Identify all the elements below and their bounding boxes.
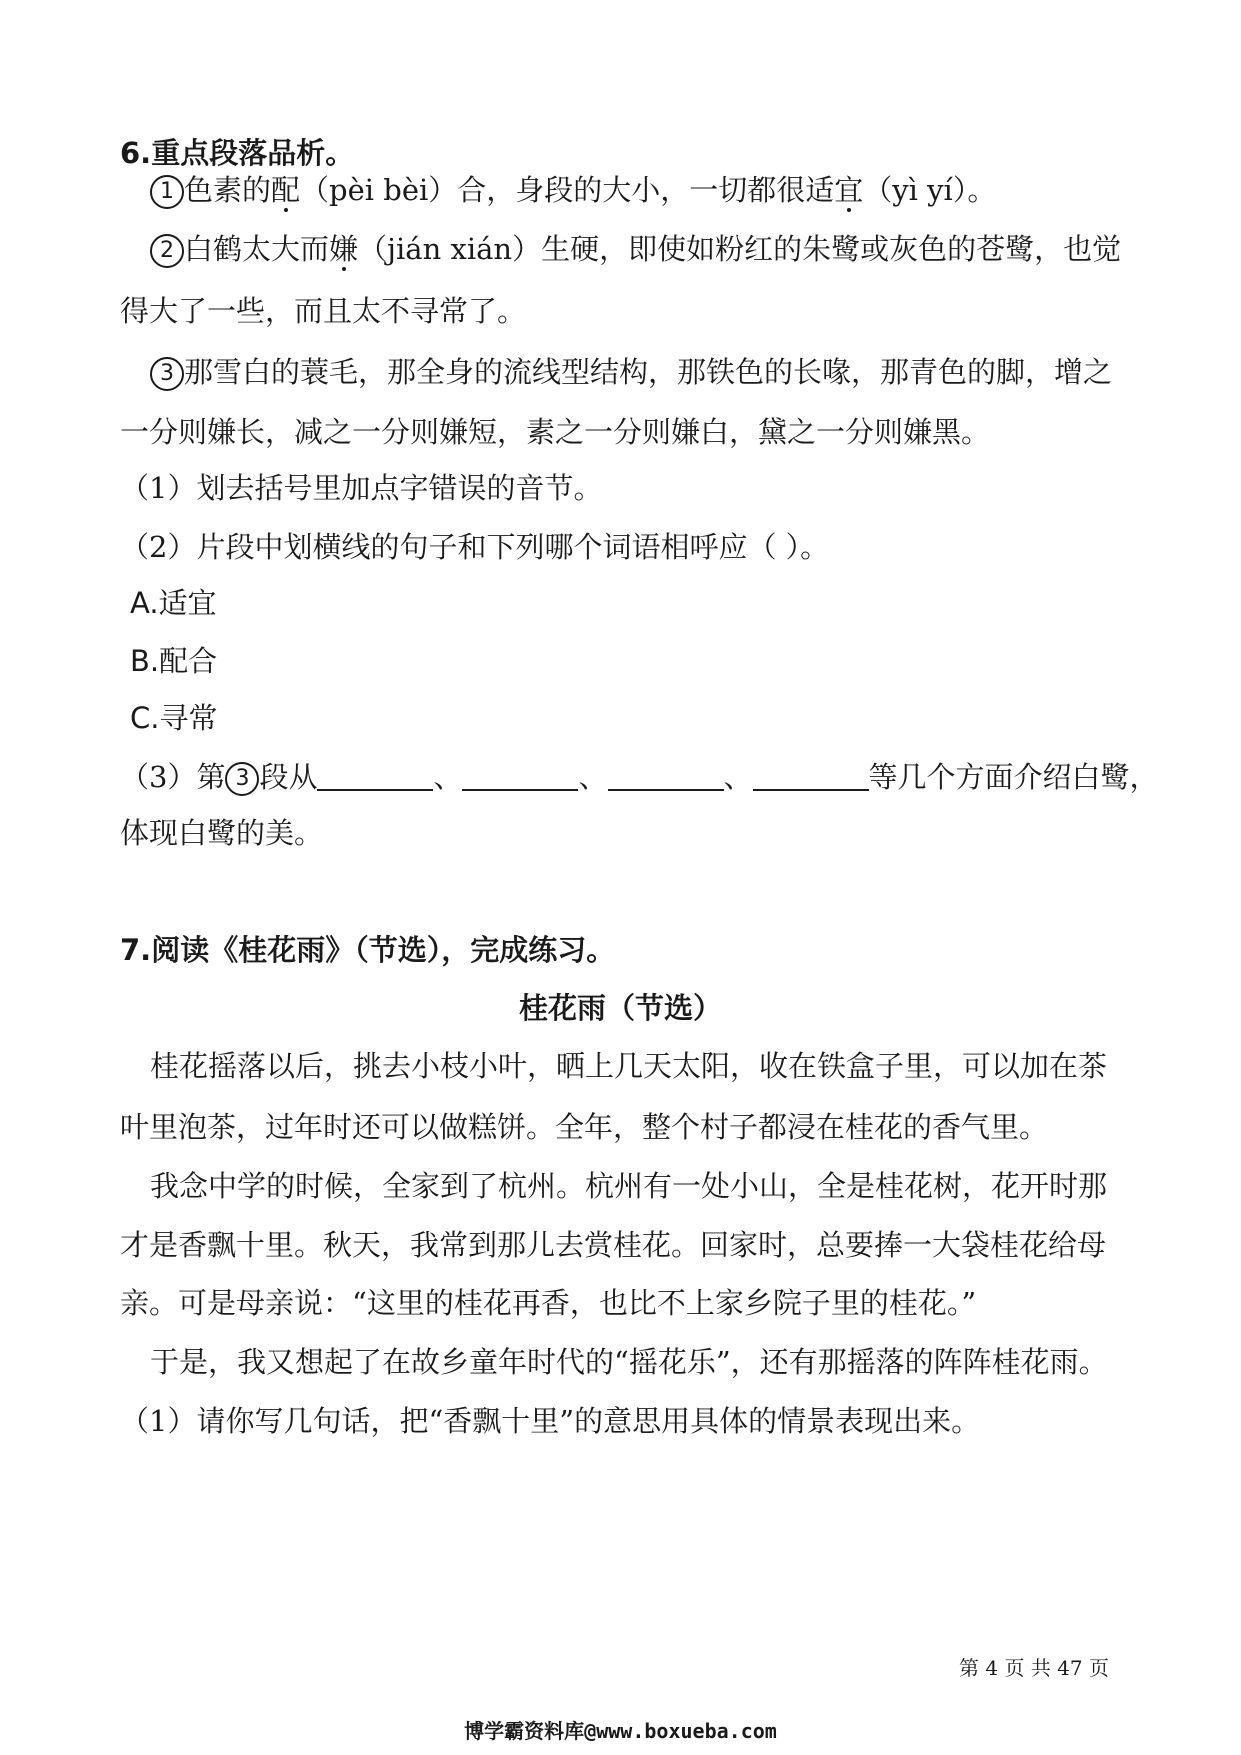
q6-heading: 6.重点段落品析。 [120,136,355,170]
q6-paragraph-1: 1 色素的配（pèi bèi）合，身段的大小，一切都很适宜（yì yí）。 [150,170,996,210]
answer-blank-4[interactable] [753,759,869,791]
passage-line: 我念中学的时候，全家到了杭州。杭州有一处小山，全是桂花树，花开时那 [150,1169,1108,1203]
passage-line: 叶里泡茶，过年时还可以做糕饼。全年，整个村子都浸在桂花的香气里。 [120,1110,1049,1144]
circled-number-1: 1 [150,175,184,209]
circled-number-3: 3 [150,357,184,391]
q7-sub-question-1: （1）请你写几句话，把“香飘十里”的意思用具体的情景表现出来。 [120,1404,981,1438]
page-number: 第 4 页 共 47 页 [959,1656,1109,1680]
q6-paragraph-2-line2: 得大了一些，而且太不寻常了。 [120,294,527,328]
q6-sub-question-1: （1）划去括号里加点字错误的音节。 [120,471,603,505]
q6-sub-question-3-line2: 体现白鹭的美。 [120,816,324,850]
passage-title: 桂花雨（节选） [518,991,722,1025]
q7-heading: 7.阅读《桂花雨》（节选），完成练习。 [120,933,616,967]
option-c: C.寻常 [130,701,218,735]
passage-line: 桂花摇落以后，挑去小枝小叶，晒上几天太阳，收在铁盒子里，可以加在茶 [150,1049,1108,1083]
passage-line: 亲。可是母亲说：“这里的桂花再香，也比不上家乡院子里的桂花。” [120,1286,977,1320]
dotted-char: 配 [271,173,301,207]
q6-sub-question-3: （3）第 3 段从 、 、 、 等几个方面介绍白鹭， [120,760,1159,794]
passage-line: 才是香飘十里。秋天，我常到那儿去赏桂花。回家时，总要捧一大袋桂花给母 [120,1228,1107,1262]
circled-number-3: 3 [225,762,259,796]
q6-paragraph-3-line2: 一分则嫌长，减之一分则嫌短，素之一分则嫌白，黛之一分则嫌黑。 [120,415,991,449]
dotted-char: 嫌 [329,232,359,266]
circled-number-2: 2 [150,234,184,268]
passage-line: 于是，我又想起了在故乡童年时代的“摇花乐”，还有那摇落的阵阵桂花雨。 [150,1345,1108,1379]
option-b: B.配合 [130,644,218,678]
q6-paragraph-3: 3 那雪白的蓑毛，那全身的流线型结构，那铁色的长喙，那青色的脚，增之 [150,352,1112,392]
site-watermark: 博学霸资料库@www.boxueba.com [464,1719,777,1743]
answer-blank-2[interactable] [462,759,578,791]
answer-blank-3[interactable] [608,759,724,791]
option-a: A.适宜 [130,586,217,620]
q6-paragraph-2: 2 白鹤太大而嫌（jián xián）生硬，即使如粉红的朱鹭或灰色的苍鹭，也觉 [150,229,1121,269]
dotted-char: 宜 [834,173,864,207]
answer-blank-1[interactable] [317,759,433,791]
q6-sub-question-2: （2）片段中划横线的句子和下列哪个词语相呼应（ ）。 [120,530,830,564]
